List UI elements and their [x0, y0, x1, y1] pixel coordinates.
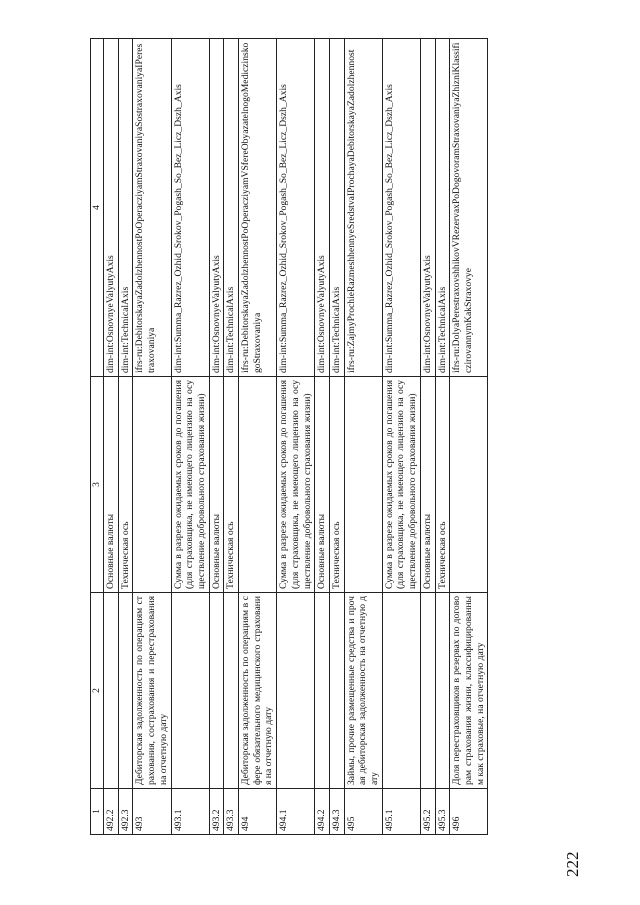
row-code-cell: 495.3 [435, 789, 450, 835]
row-indicator-cell: Доля перестраховщиков в резервах по договорам страхования жизни, классифицированным как страховые, на отчетную дату [450, 593, 488, 789]
table-row [209, 39, 224, 835]
page-number: 222 [563, 851, 582, 877]
row-dimension-cell: Техническая ось [118, 377, 133, 593]
table-row [118, 39, 133, 835]
row-indicator-cell [382, 593, 420, 789]
row-element-cell: ifrs-ru:DebitorskayaZadolzhennostPoOperacziyamStraxovaniyaSostraxovaniyaIPerestraxovaniya [133, 39, 171, 377]
row-dimension-cell [344, 377, 382, 593]
row-element-cell: ifrs-ru:DebitorskayaZadolzhennostPoOperacziyamVSfereObyazatelnogoMediczinskogoStraxovaniya [239, 39, 277, 377]
column-header: 4 [91, 39, 104, 377]
row-code-cell: 495.1 [382, 789, 420, 835]
row-indicator-cell [171, 593, 209, 789]
row-indicator-cell [224, 593, 239, 789]
row-dimension-cell [450, 377, 488, 593]
row-dimension-cell: Сумма в разрезе ожидаемых сроков до погашения (для страховщика, не имеющего лицензию на осуществление добровольного страхования жизни) [277, 377, 315, 593]
row-dimension-cell [239, 377, 277, 593]
row-dimension-cell: Основные валюты [315, 377, 330, 593]
row-dimension-cell: Основные валюты [420, 377, 435, 593]
row-dimension-cell: Сумма в разрезе ожидаемых сроков до погашения (для страховщика, не имеющего лицензию на осуществление добровольного страхования жизни) [171, 377, 209, 593]
row-indicator-cell [315, 593, 330, 789]
row-element-cell: dim-int:TechnicalAxis [435, 39, 450, 377]
row-element-cell: ifrs-ru:ZajmyProchieRazmeshhennyeSredstvaIProchayaDebitorskayaZadolzhennost [344, 39, 382, 377]
row-code-cell: 495.2 [420, 789, 435, 835]
row-element-cell: dim-int:OsnovnyeValyutyAxis [420, 39, 435, 377]
table-row [171, 39, 209, 835]
row-element-cell: dim-int:Summa_Razrez_Ozhid_Srokov_Pogash_So_Bez_Licz_Dszh_Axis [277, 39, 315, 377]
row-element-cell: dim-int:OsnovnyeValyutyAxis [209, 39, 224, 377]
row-element-cell: dim-int:Summa_Razrez_Ozhid_Srokov_Pogash_So_Bez_Licz_Dszh_Axis [171, 39, 209, 377]
row-code-cell: 494 [239, 789, 277, 835]
row-indicator-cell: Дебиторская задолженность по операциям в сфере обязательного медицинского страхования на отчетную дату [239, 593, 277, 789]
table-row [435, 39, 450, 835]
row-dimension-cell: Сумма в разрезе ожидаемых сроков до погашения (для страховщика, не имеющего лицензию на осуществление добровольного страхования жизни) [382, 377, 420, 593]
table-body [104, 39, 488, 835]
row-indicator-cell: Дебиторская задолженность по операциям страхования, сострахования и перестрахования на отчетную дату [133, 593, 171, 789]
row-code-cell: 493.2 [209, 789, 224, 835]
table-row [315, 39, 330, 835]
table-row [224, 39, 239, 835]
row-dimension-cell: Техническая ось [329, 377, 344, 593]
row-indicator-cell [435, 593, 450, 789]
row-element-cell: dim-int:TechnicalAxis [329, 39, 344, 377]
row-indicator-cell [420, 593, 435, 789]
row-indicator-cell: Займы, прочие размещенные средства и прочая дебиторская задолженность на отчетную дату [344, 593, 382, 789]
row-element-cell: dim-int:OsnovnyeValyutyAxis [315, 39, 330, 377]
row-code-cell: 494.1 [277, 789, 315, 835]
table-row [450, 39, 488, 835]
row-code-cell: 495 [344, 789, 382, 835]
row-code-cell: 493.1 [171, 789, 209, 835]
row-code-cell: 494.3 [329, 789, 344, 835]
row-element-cell: dim-int:Summa_Razrez_Ozhid_Srokov_Pogash_So_Bez_Licz_Dszh_Axis [382, 39, 420, 377]
table-row [277, 39, 315, 835]
row-dimension-cell: Основные валюты [209, 377, 224, 593]
row-indicator-cell [104, 593, 119, 789]
row-dimension-cell: Основные валюты [104, 377, 119, 593]
table-row [133, 39, 171, 835]
row-dimension-cell: Техническая ось [435, 377, 450, 593]
row-code-cell: 493 [133, 789, 171, 835]
column-header: 3 [91, 377, 104, 593]
register-table [90, 38, 488, 835]
table-row [104, 39, 119, 835]
row-element-cell: dim-int:TechnicalAxis [224, 39, 239, 377]
column-header: 1 [91, 789, 104, 835]
row-element-cell: dim-int:TechnicalAxis [118, 39, 133, 377]
row-dimension-cell: Техническая ось [224, 377, 239, 593]
row-indicator-cell [209, 593, 224, 789]
row-dimension-cell [133, 377, 171, 593]
row-indicator-cell [277, 593, 315, 789]
table-row [344, 39, 382, 835]
table-row [420, 39, 435, 835]
row-element-cell: dim-int:OsnovnyeValyutyAxis [104, 39, 119, 377]
table-row [329, 39, 344, 835]
row-code-cell: 494.2 [315, 789, 330, 835]
row-code-cell: 496 [450, 789, 488, 835]
row-code-cell: 493.3 [224, 789, 239, 835]
row-element-cell: ifrs-ru:DolyaPerestraxovshhikovVRezervaxPoDogovoramStraxovaniyaZhizniKlassificzirovannymKakStraxovye [450, 39, 488, 377]
row-code-cell: 492.3 [118, 789, 133, 835]
row-indicator-cell [118, 593, 133, 789]
column-header: 2 [91, 593, 104, 789]
header-row [91, 39, 104, 835]
table-row [382, 39, 420, 835]
row-code-cell: 492.2 [104, 789, 119, 835]
row-indicator-cell [329, 593, 344, 789]
table-row [239, 39, 277, 835]
